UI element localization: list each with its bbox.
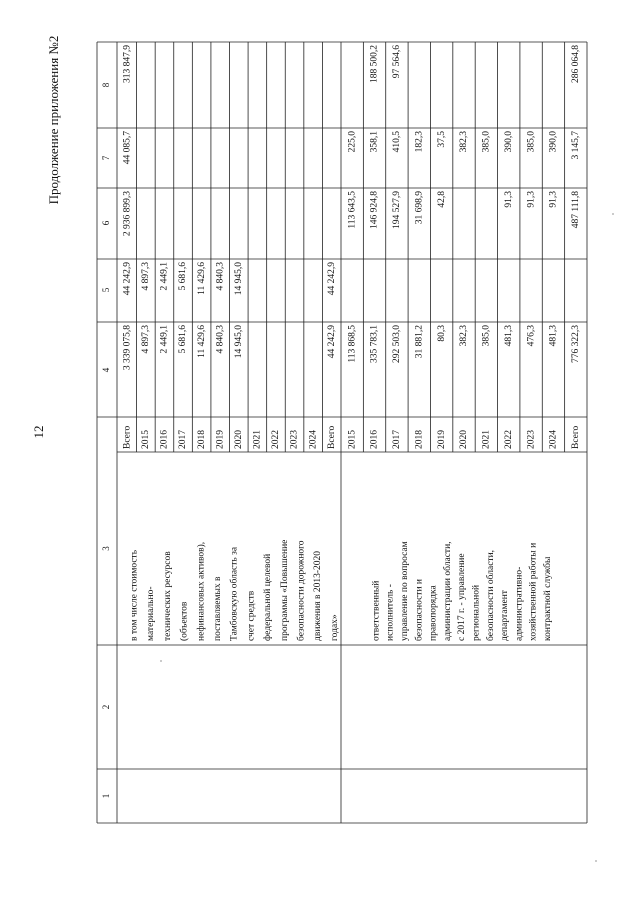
block1-year-3: 2017 — [178, 430, 189, 449]
block2-c8-1: 188 500,2 — [369, 45, 380, 83]
block2-description-line: управление по вопросам — [399, 541, 410, 641]
block1-c4-0: 3 339 075,8 — [122, 325, 133, 371]
block2-c8-2: 97 564,6 — [392, 45, 403, 79]
block2-c4-1: 335 783,1 — [369, 325, 380, 363]
block1-c4-3: 5 681,6 — [178, 325, 189, 354]
block2-description-line: контрактной службы — [543, 556, 554, 641]
page-number: 12 — [30, 425, 46, 439]
block1-year-5: 2019 — [215, 430, 226, 449]
block2-year-6: 2021 — [481, 430, 492, 449]
block1-c5-5: 4 840,3 — [215, 262, 226, 291]
block1-year-11: Всего — [326, 425, 337, 449]
block1-description-line: программы «Повышение — [279, 539, 290, 641]
column-number-2: 2 — [101, 704, 112, 710]
block2-c6-3: 31 698,9 — [414, 191, 425, 225]
block1-description-line: материально- — [146, 586, 157, 641]
block1-c4-11: 44 242,9 — [326, 325, 337, 359]
block1-year-8: 2022 — [271, 430, 282, 449]
block2-c6-1: 146 924,8 — [369, 191, 380, 229]
column-number-7: 7 — [101, 155, 112, 161]
appendix-title: Продолжение приложения №2 — [45, 35, 61, 205]
block1-c5-4: 11 429,6 — [196, 262, 207, 295]
block2-year-4: 2019 — [436, 430, 447, 449]
block1-c4-2: 2 449,1 — [159, 325, 170, 354]
block2-c4-5: 382,3 — [459, 325, 470, 347]
block1-year-10: 2024 — [308, 430, 319, 449]
block1-year-9: 2023 — [289, 430, 300, 449]
block1-description-line: годах» — [329, 614, 340, 641]
block2-year-3: 2018 — [414, 430, 425, 449]
block2-c4-0: 113 868,5 — [347, 325, 358, 363]
block1-c5-11: 44 242,9 — [326, 262, 337, 296]
scan-speck — [612, 213, 614, 215]
block2-c8-10: 286 064,8 — [571, 45, 582, 83]
block1-description-line: федеральной целевой — [263, 553, 274, 641]
block2-description-line: безопасности и — [414, 579, 425, 641]
block2-c6-8: 91,3 — [526, 191, 537, 208]
block2-description-line: региональной — [471, 584, 482, 641]
block2-c7-8: 385,0 — [526, 131, 537, 153]
block1-c5-2: 2 449,1 — [159, 262, 170, 291]
block1-c7-0: 44 085,7 — [122, 131, 133, 165]
column-number-8: 8 — [101, 82, 112, 88]
block1-c5-3: 5 681,6 — [178, 262, 189, 291]
block2-c4-10: 776 322,3 — [571, 325, 582, 363]
block1-c5-6: 14 945,0 — [233, 262, 244, 296]
block2-year-1: 2016 — [369, 430, 380, 449]
block1-description-line: (объектов — [179, 601, 190, 641]
block2-c7-7: 390,0 — [503, 131, 514, 153]
block1-c5-0: 44 242,9 — [122, 262, 133, 296]
block2-c6-2: 194 527,9 — [392, 191, 403, 229]
block2-c4-9: 481,3 — [548, 325, 559, 347]
scan-speck — [595, 860, 597, 862]
block2-c4-6: 385,0 — [481, 325, 492, 347]
page-header — [31, 36, 61, 439]
block2-c7-10: 3 145,7 — [571, 131, 582, 160]
column-number-4: 4 — [101, 367, 112, 373]
block1-description-line: движения в 2013-2020 — [313, 551, 324, 641]
block2-description-line: административно- — [514, 566, 525, 641]
column-number-3: 3 — [101, 546, 112, 551]
block1-description-line: Тамбовскую область за — [229, 546, 240, 641]
block2-c7-3: 182,3 — [414, 131, 425, 153]
block1-description-line: технических ресурсов — [162, 551, 173, 641]
block2-year-9: 2024 — [548, 430, 559, 449]
block2-c6-10: 487 111,8 — [571, 191, 582, 229]
block2-year-5: 2020 — [459, 430, 470, 449]
block1-year-0: Всего — [122, 425, 133, 449]
block2-year-2: 2017 — [392, 430, 403, 449]
block1-c4-1: 4 897,3 — [141, 325, 152, 354]
block2-year-10: Всего — [571, 425, 582, 449]
block2-description-line: безопасности области, — [485, 549, 496, 641]
block2-c7-9: 390,0 — [548, 131, 559, 153]
block1-year-7: 2021 — [252, 430, 263, 449]
block1-description-line: поставляемых в — [212, 576, 223, 641]
block1-c5-1: 4 897,3 — [141, 262, 152, 291]
block2-description-line: с 2017 г. - управление — [457, 553, 468, 641]
block2-c6-9: 91,3 — [548, 191, 559, 208]
block1-description-line: нефинансовых активов), — [196, 541, 207, 641]
block2-description-line: правопорядка — [428, 585, 439, 641]
block2-c4-2: 292 503,0 — [392, 325, 403, 363]
block2-c7-1: 358,1 — [369, 131, 380, 153]
block2-description-line: администрации области, — [442, 541, 453, 641]
block2-year-7: 2022 — [503, 430, 514, 449]
block2-description-line: хозяйственной работы и — [528, 542, 539, 641]
block2-c7-6: 385,0 — [481, 131, 492, 153]
block1-description-line: счет средств — [246, 590, 257, 641]
block1-year-4: 2018 — [196, 430, 207, 449]
block1-year-1: 2015 — [141, 430, 152, 449]
block1-year-6: 2020 — [233, 430, 244, 449]
block2-c4-4: 80,3 — [436, 325, 447, 342]
block1-c4-4: 11 429,6 — [196, 325, 207, 358]
block2-c4-3: 31 881,2 — [414, 325, 425, 359]
block1-c4-6: 14 945,0 — [233, 325, 244, 359]
scan-speck — [160, 660, 162, 662]
block2-year-0: 2015 — [347, 430, 358, 449]
block2-c4-8: 476,3 — [526, 325, 537, 347]
block2-c4-7: 481,3 — [503, 325, 514, 347]
block1-c4-5: 4 840,3 — [215, 325, 226, 354]
block2-year-8: 2023 — [526, 430, 537, 449]
column-number-5: 5 — [101, 287, 112, 293]
block2-description-line: ответственный — [371, 580, 382, 641]
block2-c7-4: 37,5 — [436, 131, 447, 148]
block2-c6-7: 91,3 — [503, 191, 514, 208]
block1-description-line: в том числе стоимость — [129, 549, 140, 641]
column-number-1: 1 — [101, 793, 112, 799]
block2-c6-4: 42,8 — [436, 191, 447, 208]
block2-c6-0: 113 643,5 — [347, 191, 358, 229]
block1-year-2: 2016 — [159, 430, 170, 449]
block1-c8-0: 313 847,9 — [122, 45, 133, 83]
block2-description-line: исполнитель - — [385, 584, 396, 641]
block2-description-line: департамент — [500, 590, 511, 641]
block1-c6-0: 2 936 899,3 — [122, 191, 133, 237]
block2-c7-5: 382,3 — [459, 131, 470, 153]
block2-c7-2: 410,5 — [392, 131, 403, 153]
block1-description-line: безопасности дорожного — [296, 540, 307, 641]
block2-c7-0: 225,0 — [347, 131, 358, 153]
column-number-6: 6 — [101, 220, 112, 226]
